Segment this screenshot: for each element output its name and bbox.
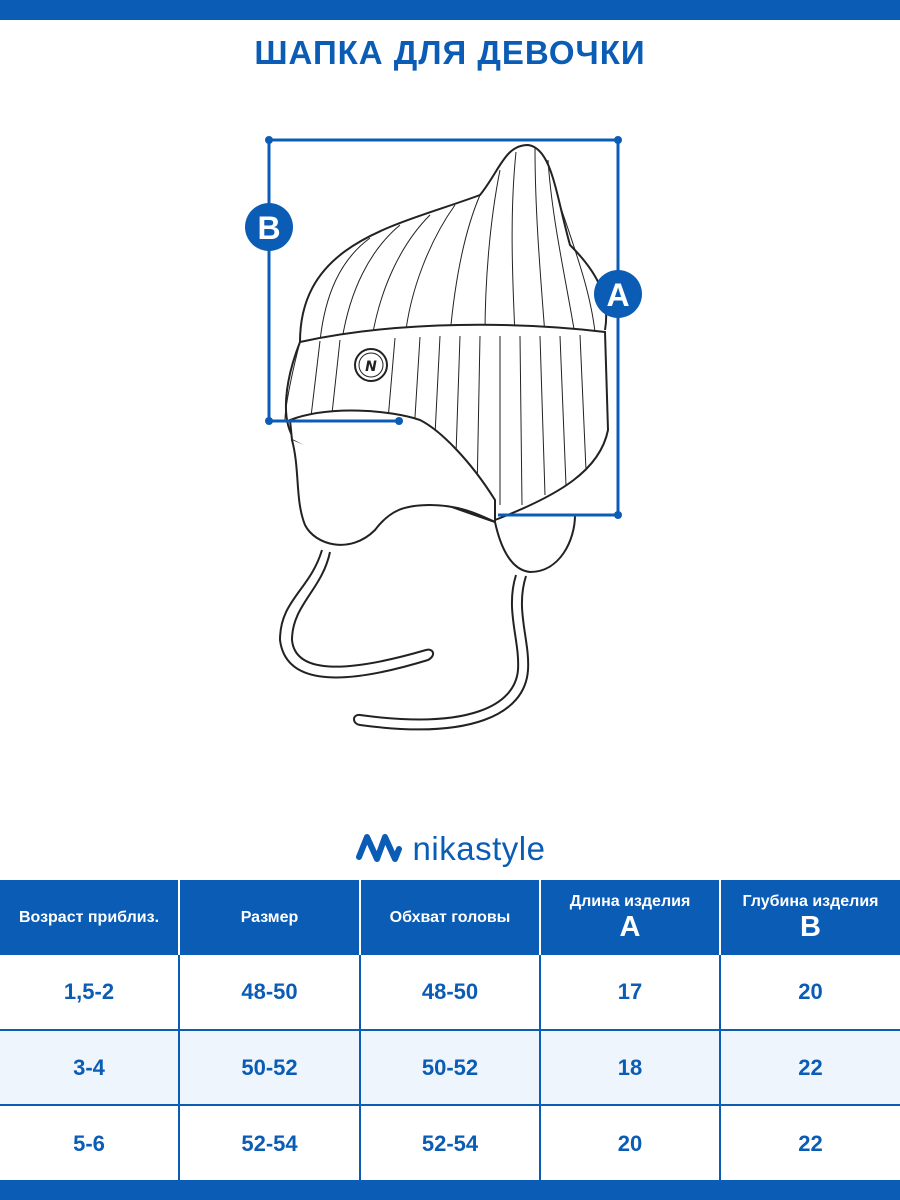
- header-age: Возраст приблиз.: [0, 880, 179, 955]
- cell-depth: 22: [720, 1105, 900, 1181]
- cell-size: 52-54: [179, 1105, 360, 1181]
- brand-name: nikastyle: [412, 830, 546, 867]
- svg-text:A: A: [606, 277, 630, 313]
- left-tie-string: [280, 550, 433, 677]
- hat-crown: [300, 145, 606, 342]
- svg-text:B: B: [257, 210, 281, 246]
- header-head-circumference: Обхват головы: [360, 880, 540, 955]
- cell-size: 48-50: [179, 955, 360, 1030]
- table-row: [0, 1105, 900, 1181]
- brand-logo: [0, 826, 900, 872]
- cell-length: 17: [540, 955, 720, 1030]
- size-table-header: [0, 880, 900, 955]
- header-depth: Глубина изделия B: [720, 880, 900, 955]
- header-size: Размер: [179, 880, 360, 955]
- cell-length: 18: [540, 1030, 720, 1105]
- nikastyle-logo-icon: [355, 829, 403, 869]
- right-tie-string: [354, 575, 528, 729]
- cell-age: 3-4: [0, 1030, 179, 1105]
- label-a-badge: [594, 270, 642, 318]
- page-title: ШАПКА ДЛЯ ДЕВОЧКИ: [254, 34, 646, 71]
- table-row: [0, 955, 900, 1030]
- bottom-border-bar: [0, 1180, 900, 1200]
- cell-head-circumference: 48-50: [360, 955, 540, 1030]
- cell-head-circumference: 52-54: [360, 1105, 540, 1181]
- table-row: [0, 1030, 900, 1105]
- cell-depth: 22: [720, 1030, 900, 1105]
- cell-length: 20: [540, 1105, 720, 1181]
- header-length: Длина изделия A: [540, 880, 720, 955]
- cell-age: 1,5-2: [0, 955, 179, 1030]
- svg-text:N: N: [365, 359, 377, 375]
- cell-depth: 20: [720, 955, 900, 1030]
- right-ear-flap: [495, 515, 575, 572]
- cell-age: 5-6: [73, 1130, 105, 1156]
- cell-head-circumference: 50-52: [360, 1030, 540, 1105]
- size-table: [0, 880, 900, 1181]
- hat-logo-patch: [355, 349, 387, 381]
- cell-size: 50-52: [179, 1030, 360, 1105]
- label-b-badge: [245, 203, 293, 251]
